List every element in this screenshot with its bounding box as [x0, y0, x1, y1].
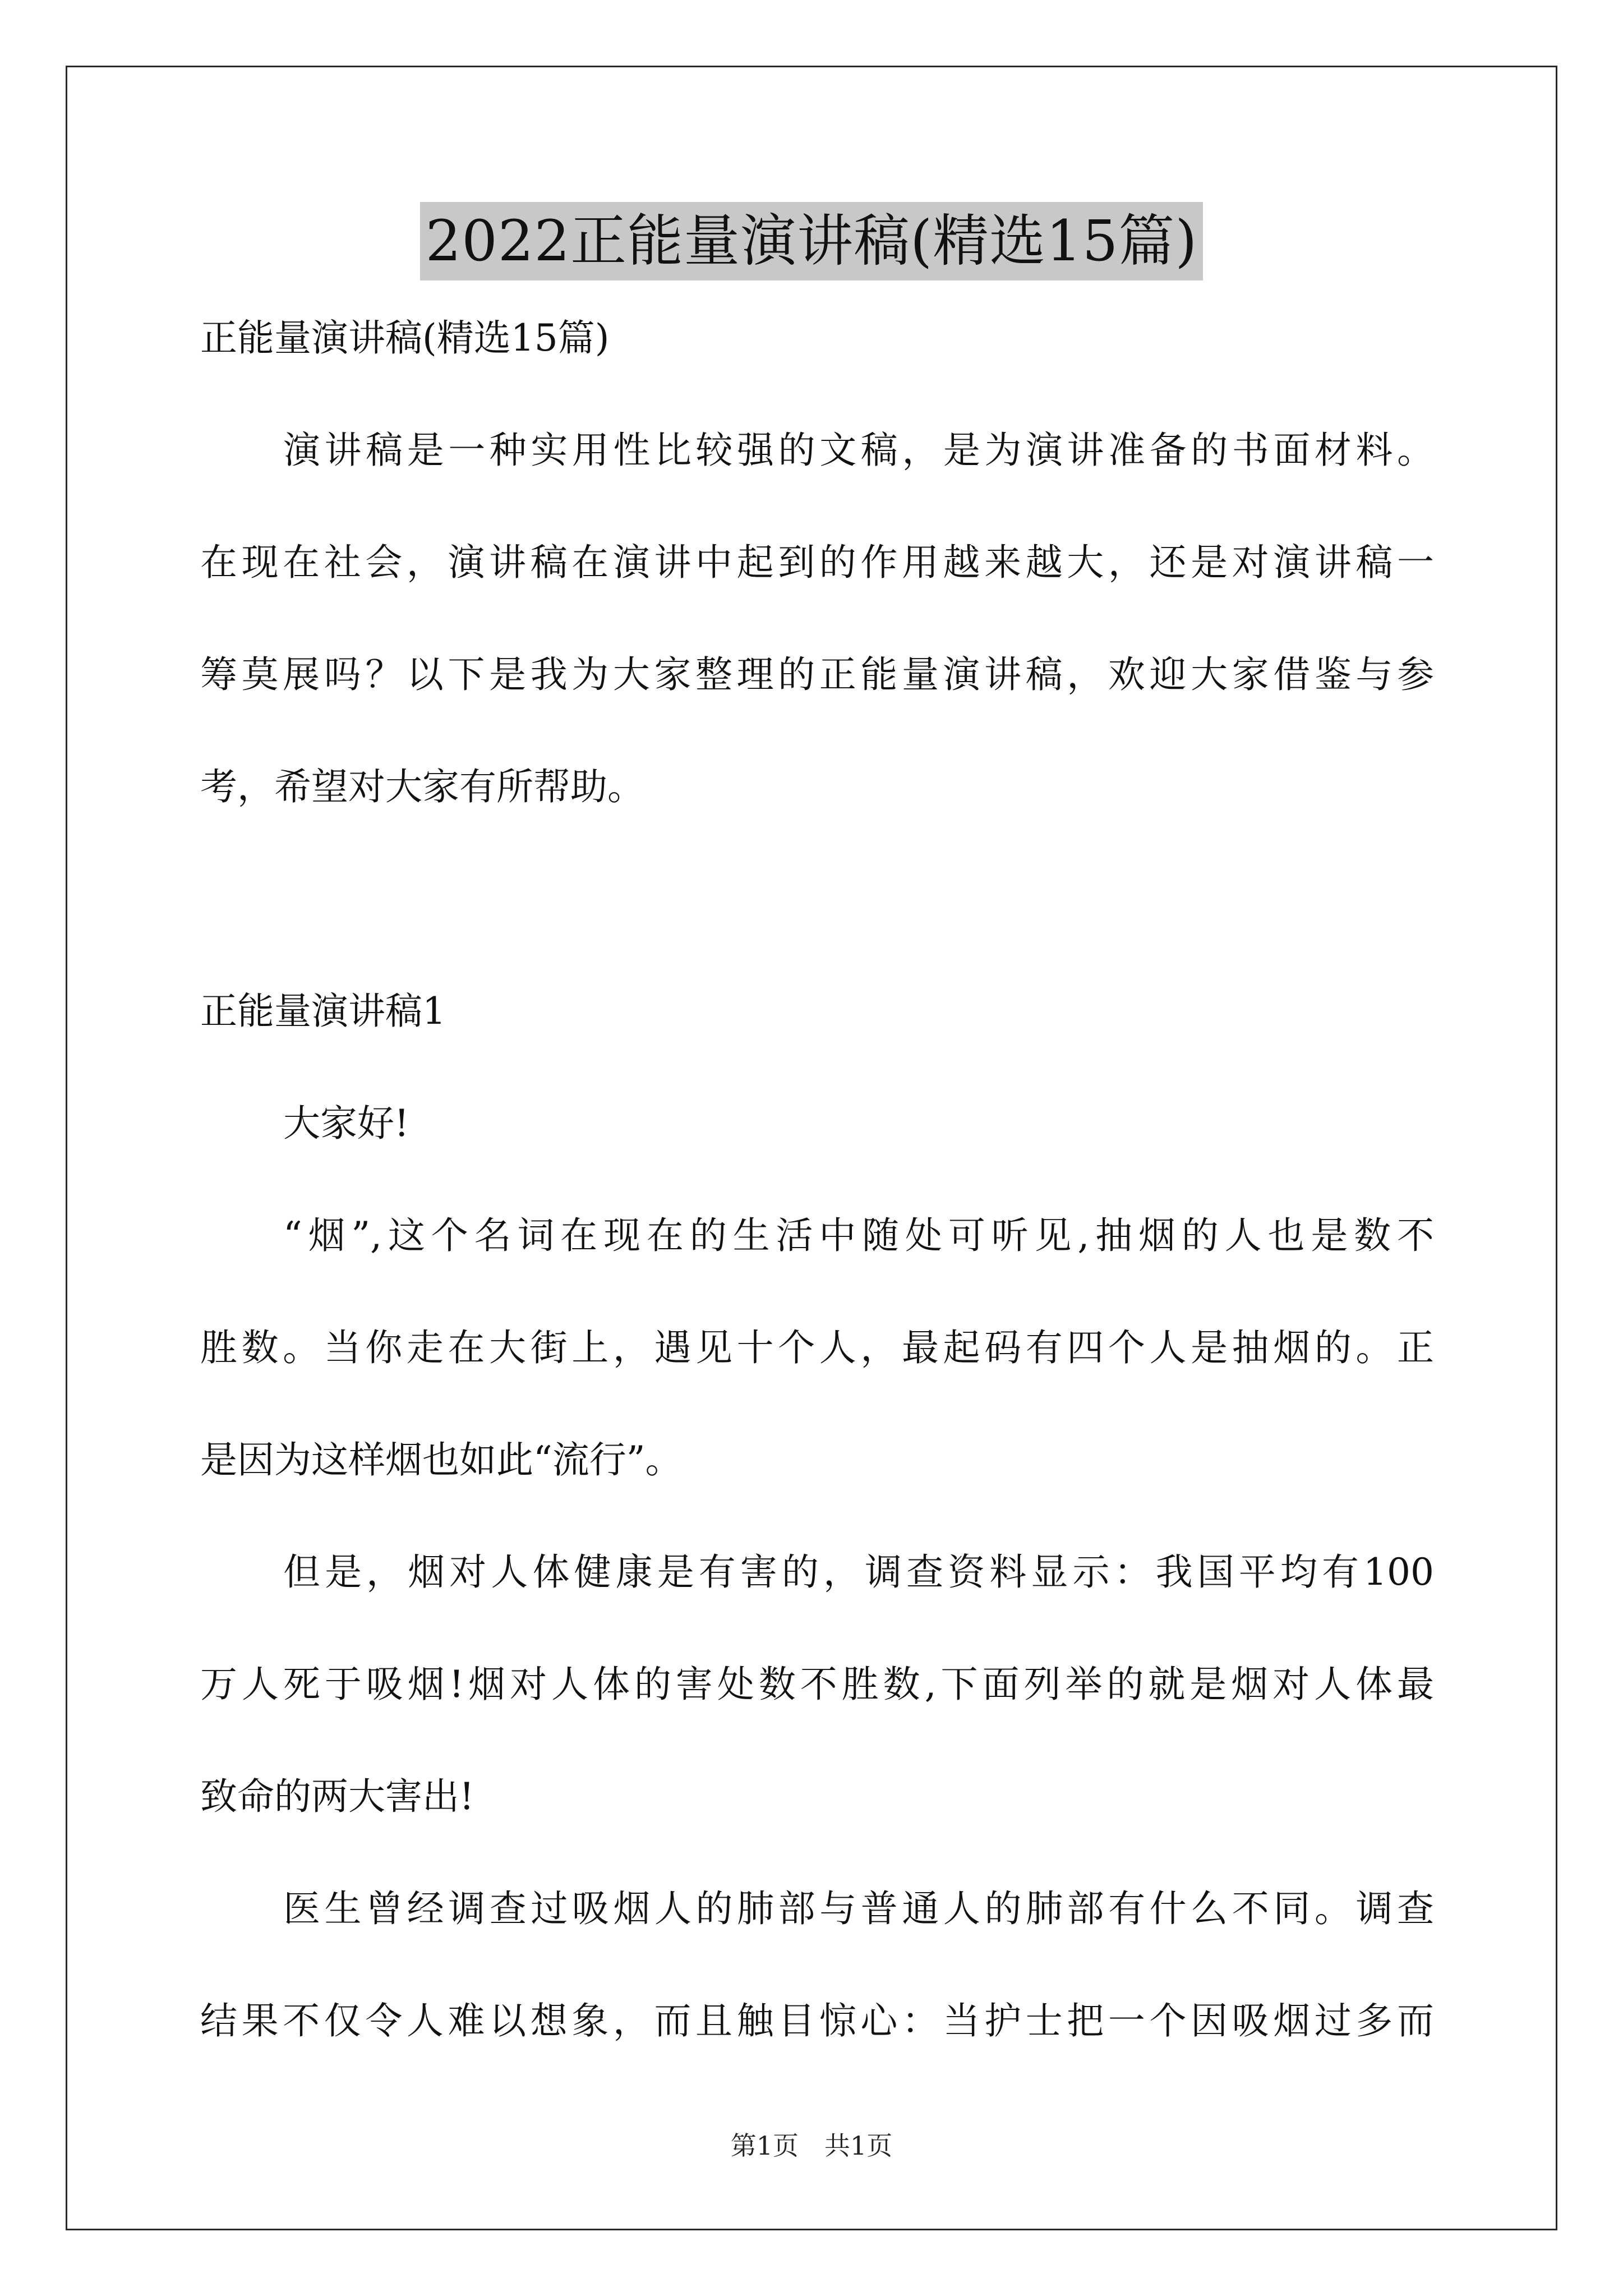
title-container — [0, 202, 1623, 280]
paragraph-line: 致命的两大害出! — [200, 1775, 474, 1818]
paragraph-line: 医生曾经调查过吸烟人的肺部与普通人的肺部有什么不同。调查 — [283, 1887, 1434, 1930]
paragraph-line: 结果不仅令人难以想象，而且触目惊心：当护士把一个因吸烟过多而 — [200, 1999, 1434, 2042]
document-body — [200, 311, 1434, 2106]
intro-line: 考，希望对大家有所帮助。 — [200, 765, 644, 808]
intro-line: 在现在社会，演讲稿在演讲中起到的作用越来越大，还是对演讲稿一 — [200, 541, 1434, 584]
section-heading: 正能量演讲稿1 — [200, 990, 446, 1033]
paragraph-line: 但是，烟对人体健康是有害的，调查资料显示：我国平均有100 — [283, 1550, 1434, 1594]
paragraph-line: 万人死于吸烟!烟对人体的害处数不胜数,下面列举的就是烟对人体最 — [200, 1663, 1434, 1706]
intro-line: 演讲稿是一种实用性比较强的文稿，是为演讲准备的书面材料。 — [283, 429, 1434, 472]
paragraph-line: 胜数。当你走在大街上，遇见十个人，最起码有四个人是抽烟的。正 — [200, 1326, 1434, 1369]
subtitle: 正能量演讲稿(精选15篇) — [200, 316, 610, 360]
paragraph-line: “烟”,这个名词在现在的生活中随处可听见,抽烟的人也是数不 — [283, 1214, 1434, 1257]
paragraph-line: 是因为这样烟也如此“流行”。 — [200, 1438, 683, 1481]
section-gap — [200, 872, 1434, 984]
document-title: 2022正能量演讲稿(精选15篇) — [420, 202, 1204, 280]
page-footer: 第1页 共1页 — [730, 2131, 893, 2161]
intro-line: 筹莫展吗？以下是我为大家整理的正能量演讲稿，欢迎大家借鉴与参 — [200, 653, 1434, 696]
greeting: 大家好! — [283, 1102, 409, 1145]
